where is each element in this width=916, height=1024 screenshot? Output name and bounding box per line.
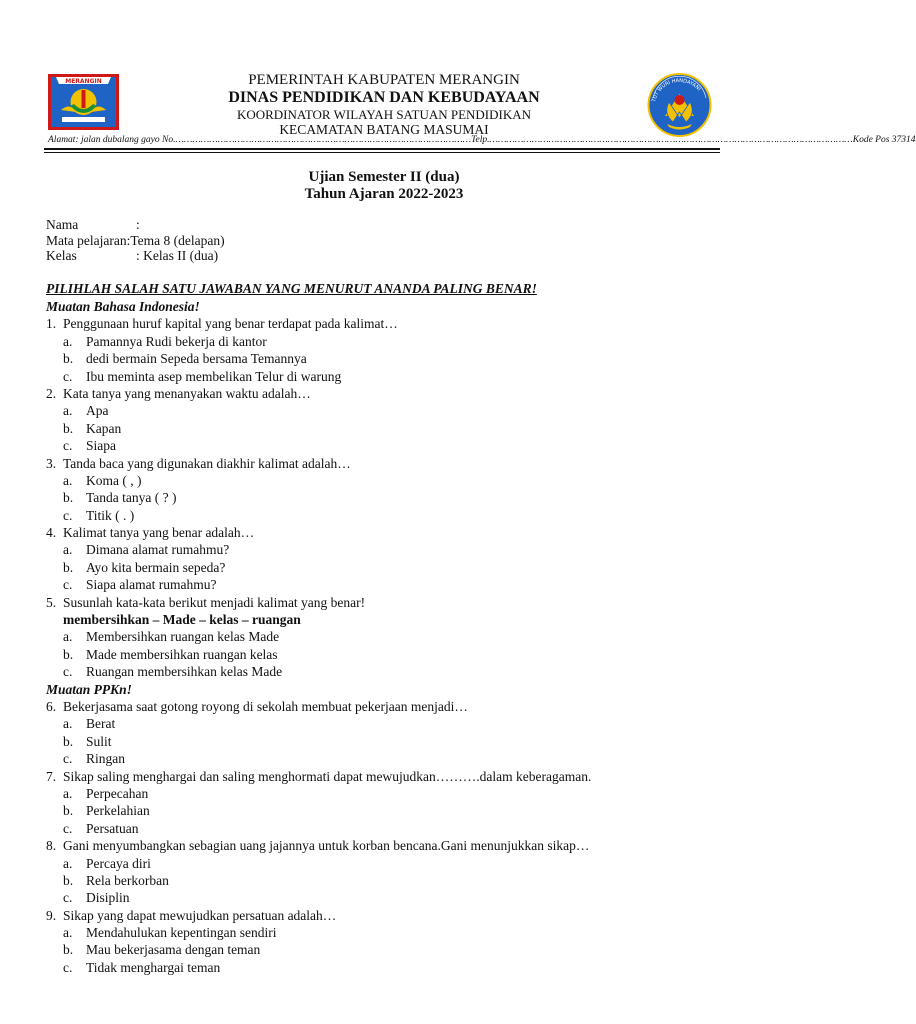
answer-option [46, 663, 736, 680]
question-text: Penggunaan huruf kapital yang benar terdapat pada kalimat… [63, 316, 398, 332]
option-text: Perkelahian [86, 803, 150, 819]
option-text: Kapan [86, 420, 122, 436]
option-text: Siapa [86, 438, 116, 454]
question-text: Kalimat tanya yang benar adalah… [63, 525, 255, 541]
option-letter: c. [63, 820, 73, 836]
option-letter: b. [63, 803, 74, 819]
question-item [46, 455, 736, 472]
answer-option [46, 333, 736, 350]
answer-option [46, 576, 736, 593]
exam-title-line2: Tahun Ajaran 2022-2023 [304, 186, 464, 202]
section-heading-bahasa: Muatan Bahasa Indonesia! [46, 299, 200, 314]
coordinator-name: KOORDINATOR WILAYAH SATUAN PENDIDIKAN [236, 107, 532, 122]
answer-option [46, 750, 736, 767]
subject-value: Tema 8 (delapan) [130, 232, 225, 248]
answer-option [46, 420, 736, 437]
option-text: Perpecahan [86, 785, 149, 801]
answer-option [46, 437, 736, 454]
instruction: PILIHLAH SALAH SATU JAWABAN YANG MENURUT ANANDA PALING BENAR! [46, 281, 537, 296]
question-number: 3. [46, 455, 57, 471]
option-text: Percaya diri [86, 855, 151, 871]
option-letter: a. [63, 333, 73, 349]
question-text: Bekerjasama saat gotong royong di sekolah membuat pekerjaan menjadi… [63, 698, 468, 714]
answer-option [46, 802, 736, 819]
option-letter: b. [63, 872, 74, 888]
option-text: Persatuan [86, 820, 139, 836]
postal-code: Kode Pos 37314 [852, 135, 916, 145]
answer-option [46, 628, 736, 645]
answer-option [46, 872, 736, 889]
answer-option [46, 820, 736, 837]
answer-option [46, 472, 736, 489]
option-letter: a. [63, 785, 73, 801]
option-text: Membersihkan ruangan kelas Made [86, 629, 280, 645]
district-name: KECAMATAN BATANG MASUMAI [279, 122, 489, 137]
telp-dots: ………………………………………………………………………………………………………………… [489, 135, 853, 145]
question-text: Susunlah kata-kata berikut menjadi kalimat yang benar! [63, 594, 366, 610]
option-letter: a. [63, 542, 73, 558]
class-value: : Kelas II (dua) [136, 248, 219, 263]
question-number: 9. [46, 907, 57, 923]
question-text: Kata tanya yang menanyakan waktu adalah… [63, 385, 311, 401]
option-text: Sulit [86, 733, 112, 749]
option-letter: b. [63, 942, 74, 958]
option-letter: c. [63, 751, 73, 767]
office-name: DINAS PENDIDIKAN DAN KEBUDAYAAN [228, 89, 540, 106]
option-text: Ringan [86, 751, 125, 767]
question-text: Sikap yang dapat mewujudkan persatuan adalah… [63, 907, 337, 923]
name-label: Nama [46, 217, 79, 232]
option-text: Made membersihkan ruangan kelas [86, 646, 278, 662]
option-letter: c. [63, 577, 73, 593]
option-text: Titik ( . ) [86, 507, 135, 523]
address-line [48, 135, 916, 145]
answer-option [46, 541, 736, 558]
answer-option [46, 350, 736, 367]
option-text: Dimana alamat rumahmu? [86, 542, 230, 558]
option-text: Pamannya Rudi bekerja di kantor [86, 333, 267, 349]
option-letter: a. [63, 716, 73, 732]
option-text: Apa [86, 403, 109, 419]
option-letter: b. [63, 559, 74, 575]
identity-row-name [46, 217, 225, 233]
question-emphasis: membersihkan – Made – kelas – ruangan [63, 612, 301, 628]
question-text: Gani menyumbangkan sebagian uang jajannya untuk korban bencana.Gani menunjukkan sikap… [63, 838, 590, 854]
telp-label: Telp. [471, 135, 490, 145]
government-name: PEMERINTAH KABUPATEN MERANGIN [248, 72, 520, 88]
question-item [46, 315, 736, 332]
merangin-logo-icon [46, 72, 121, 132]
option-text: Mendahulukan kepentingan sendiri [86, 925, 277, 941]
answer-option [46, 507, 736, 524]
question-number: 7. [46, 768, 57, 784]
option-letter: c. [63, 438, 73, 454]
answer-option [46, 715, 736, 732]
option-letter: a. [63, 925, 73, 941]
option-text: Ayo kita bermain sepeda? [86, 559, 226, 575]
option-letter: c. [63, 959, 73, 975]
option-letter: b. [63, 351, 74, 367]
question-item [46, 385, 736, 402]
option-text: Tidak menghargai teman [86, 959, 221, 975]
option-letter: a. [63, 629, 73, 645]
identity-row-class [46, 248, 225, 264]
question-item [46, 698, 736, 715]
option-letter: c. [63, 890, 73, 906]
question-item [46, 594, 736, 611]
question-number: 2. [46, 385, 57, 401]
question-item [46, 768, 736, 785]
option-text: Mau bekerjasama dengan teman [86, 942, 261, 958]
question-number: 1. [46, 316, 57, 332]
answer-option [46, 785, 736, 802]
question-number: 8. [46, 838, 57, 854]
question-number: 4. [46, 525, 57, 541]
address-label: Alamat: jalan dubalang gayo No. [48, 135, 176, 145]
option-text: Berat [86, 716, 116, 732]
answer-option [46, 733, 736, 750]
svg-text:MERANGIN: MERANGIN [65, 78, 102, 85]
answer-option [46, 489, 736, 506]
option-letter: b. [63, 490, 74, 506]
exam-title-line1: Ujian Semester II (dua) [308, 169, 460, 185]
option-letter: a. [63, 472, 73, 488]
option-text: Disiplin [86, 890, 130, 906]
answer-option [46, 559, 736, 576]
answer-option [46, 924, 736, 941]
address-dots: …………………………………………………………………………………………… [175, 135, 472, 145]
letterhead [150, 72, 618, 137]
option-letter: a. [63, 403, 73, 419]
option-letter: c. [63, 368, 73, 384]
logo-motto: TUT WURI HANDAYANI [651, 77, 702, 103]
question-number: 5. [46, 594, 57, 610]
option-text: Koma ( , ) [86, 472, 142, 488]
question-text: Tanda baca yang digunakan diakhir kalimat adalah… [63, 455, 351, 471]
question-list [46, 298, 736, 976]
option-letter: b. [63, 420, 74, 436]
option-text: Ibu meminta asep membelikan Telur di warung [86, 368, 342, 384]
option-letter: b. [63, 733, 74, 749]
student-identity [46, 217, 225, 264]
question-item [46, 524, 736, 541]
answer-option [46, 959, 736, 976]
question-text: Sikap saling menghargai dan saling menghormati dapat mewujudkan……….dalam keberagaman. [63, 768, 592, 784]
answer-option [46, 855, 736, 872]
name-value: : [136, 217, 140, 232]
class-label: Kelas [46, 248, 77, 263]
question-item [46, 837, 736, 854]
answer-option [46, 646, 736, 663]
option-text: Ruangan membersihkan kelas Made [86, 664, 283, 680]
answer-option [46, 368, 736, 385]
option-text: Siapa alamat rumahmu? [86, 577, 217, 593]
identity-row-subject [46, 233, 225, 249]
option-letter: b. [63, 646, 74, 662]
header-rule-thick [44, 148, 720, 150]
option-text: Tanda tanya ( ? ) [86, 490, 177, 506]
tut-wuri-handayani-logo-icon [643, 72, 716, 138]
option-letter: c. [63, 664, 73, 680]
section-heading-ppkn: Muatan PPKn! [46, 681, 132, 697]
answer-option [46, 402, 736, 419]
answer-option [46, 941, 736, 958]
question-item [46, 907, 736, 924]
subject-label: Mata pelajaran: [46, 232, 131, 248]
option-letter: a. [63, 855, 73, 871]
exam-title [0, 169, 768, 203]
question-number: 6. [46, 698, 57, 714]
answer-option [46, 889, 736, 906]
option-letter: c. [63, 507, 73, 523]
header-rule-thin [44, 152, 720, 153]
option-text: Rela berkorban [86, 872, 169, 888]
option-text: dedi bermain Sepeda bersama Temannya [86, 351, 307, 367]
